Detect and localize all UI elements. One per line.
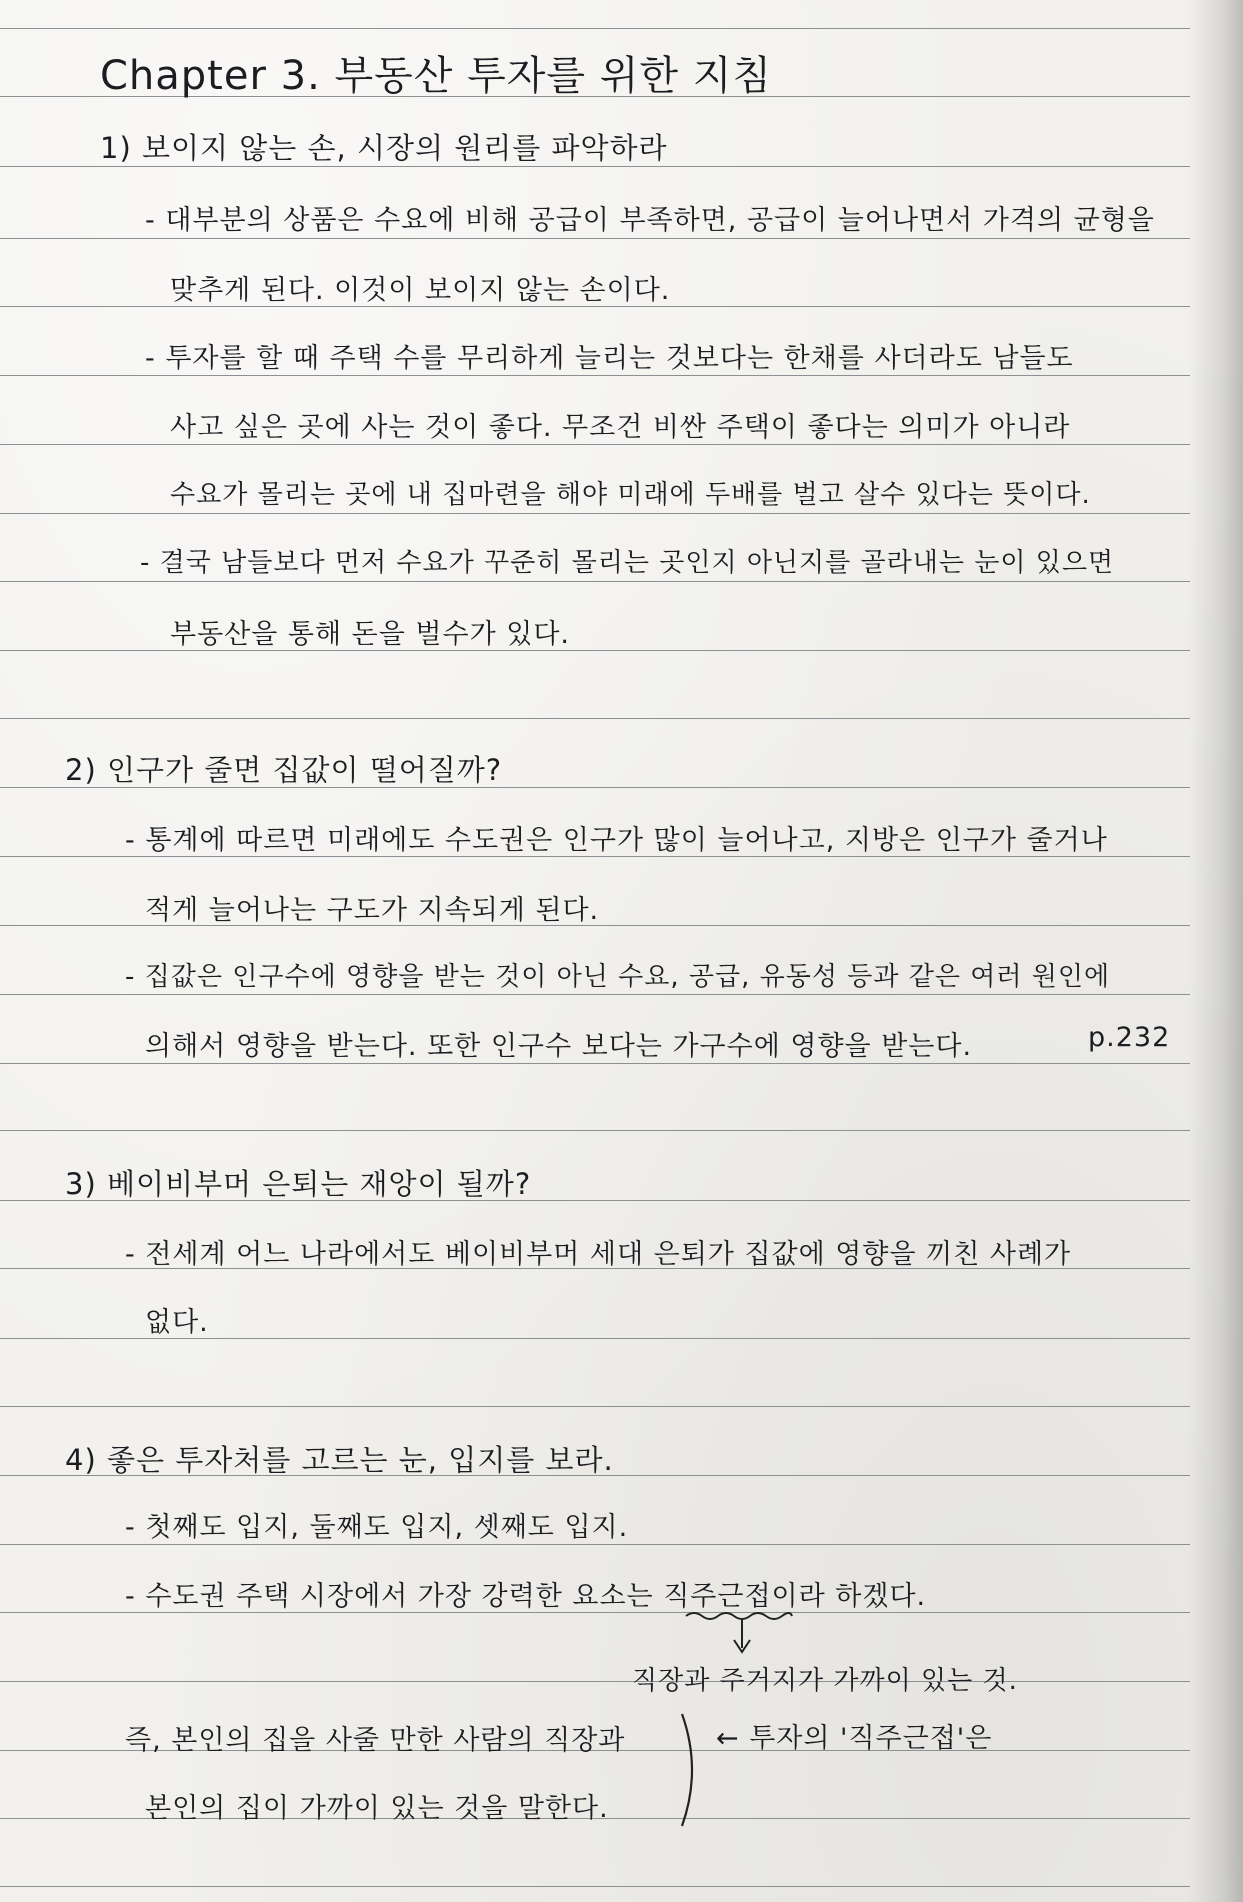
ruled-line bbox=[0, 28, 1190, 29]
note-line: - 집값은 인구수에 영향을 받는 것이 아닌 수요, 공급, 유동성 등과 같은 여러 원인에 bbox=[125, 962, 1111, 992]
bracket-mark bbox=[676, 1710, 706, 1830]
annotation-definition: 직장과 주거지가 가까이 있는 것. bbox=[632, 1666, 1018, 1696]
ruled-line bbox=[0, 994, 1190, 995]
ruled-line bbox=[0, 581, 1190, 582]
note-line: - 수도권 주택 시장에서 가장 강력한 요소는 직주근접이라 하겠다. bbox=[125, 1581, 927, 1612]
note-line: - 대부분의 상품은 수요에 비해 공급이 부족하면, 공급이 늘어나면서 가격의 균형을 bbox=[145, 205, 1155, 236]
section-heading: 2) 인구가 줄면 집값이 떨어질까? bbox=[65, 753, 503, 787]
note-line: - 전세계 어느 나라에서도 베이비부머 세대 은퇴가 집값에 영향을 끼친 사례가 bbox=[125, 1239, 1072, 1270]
ruled-line bbox=[0, 1406, 1190, 1407]
page-edge-shadow bbox=[1188, 0, 1243, 1902]
ruled-line bbox=[0, 375, 1190, 376]
arrow-annotation: ← 투자의 '직주근접'은 bbox=[716, 1723, 993, 1754]
note-line: 즉, 본인의 집을 사줄 만한 사람의 직장과 bbox=[125, 1725, 626, 1756]
note-line: 부동산을 통해 돈을 벌수가 있다. bbox=[170, 619, 570, 650]
note-line: - 통계에 따르면 미래에도 수도권은 인구가 많이 늘어나고, 지방은 인구가 줄거나 bbox=[125, 825, 1108, 856]
ruled-line bbox=[0, 1063, 1190, 1064]
section-heading: 1) 보이지 않는 손, 시장의 원리를 파악하라 bbox=[100, 131, 668, 165]
chapter-title: Chapter 3. 부동산 투자를 위한 지침 bbox=[100, 53, 773, 99]
page-reference: p.232 bbox=[1088, 1022, 1171, 1053]
ruled-line bbox=[0, 238, 1190, 239]
section-heading: 4) 좋은 투자처를 고르는 눈, 입지를 보라. bbox=[65, 1443, 614, 1477]
note-line: 본인의 집이 가까이 있는 것을 말한다. bbox=[145, 1793, 609, 1824]
note-line: - 결국 남들보다 먼저 수요가 꾸준히 몰리는 곳인지 아닌지를 골라내는 눈이 있으면 bbox=[140, 548, 1115, 578]
ruled-line bbox=[0, 718, 1190, 719]
note-line: 적게 늘어나는 구도가 지속되게 된다. bbox=[145, 895, 600, 926]
section-heading: 3) 베이비부머 은퇴는 재앙이 될까? bbox=[65, 1167, 532, 1201]
note-line: 사고 싶은 곳에 사는 것이 좋다. 무조건 비싼 주택이 좋다는 의미가 아니라 bbox=[170, 412, 1071, 443]
ruled-line bbox=[0, 1130, 1190, 1131]
note-line: - 첫째도 입지, 둘째도 입지, 셋째도 입지. bbox=[125, 1512, 629, 1543]
note-line: 없다. bbox=[145, 1307, 209, 1338]
note-line: 수요가 몰리는 곳에 내 집마련을 해야 미래에 두배를 벌고 살수 있다는 뜻이다. bbox=[170, 480, 1091, 510]
ruled-line bbox=[0, 513, 1190, 514]
ruled-line bbox=[0, 1886, 1190, 1887]
ruled-line bbox=[0, 444, 1190, 445]
wavy-underline bbox=[684, 1608, 794, 1664]
note-line: 의해서 영향을 받는다. 또한 인구수 보다는 가구수에 영향을 받는다. bbox=[145, 1031, 973, 1062]
note-line: - 투자를 할 때 주택 수를 무리하게 늘리는 것보다는 한채를 사더라도 남들도 bbox=[145, 343, 1074, 374]
ruled-line bbox=[0, 1544, 1190, 1545]
note-line: 맞추게 된다. 이것이 보이지 않는 손이다. bbox=[170, 275, 671, 306]
